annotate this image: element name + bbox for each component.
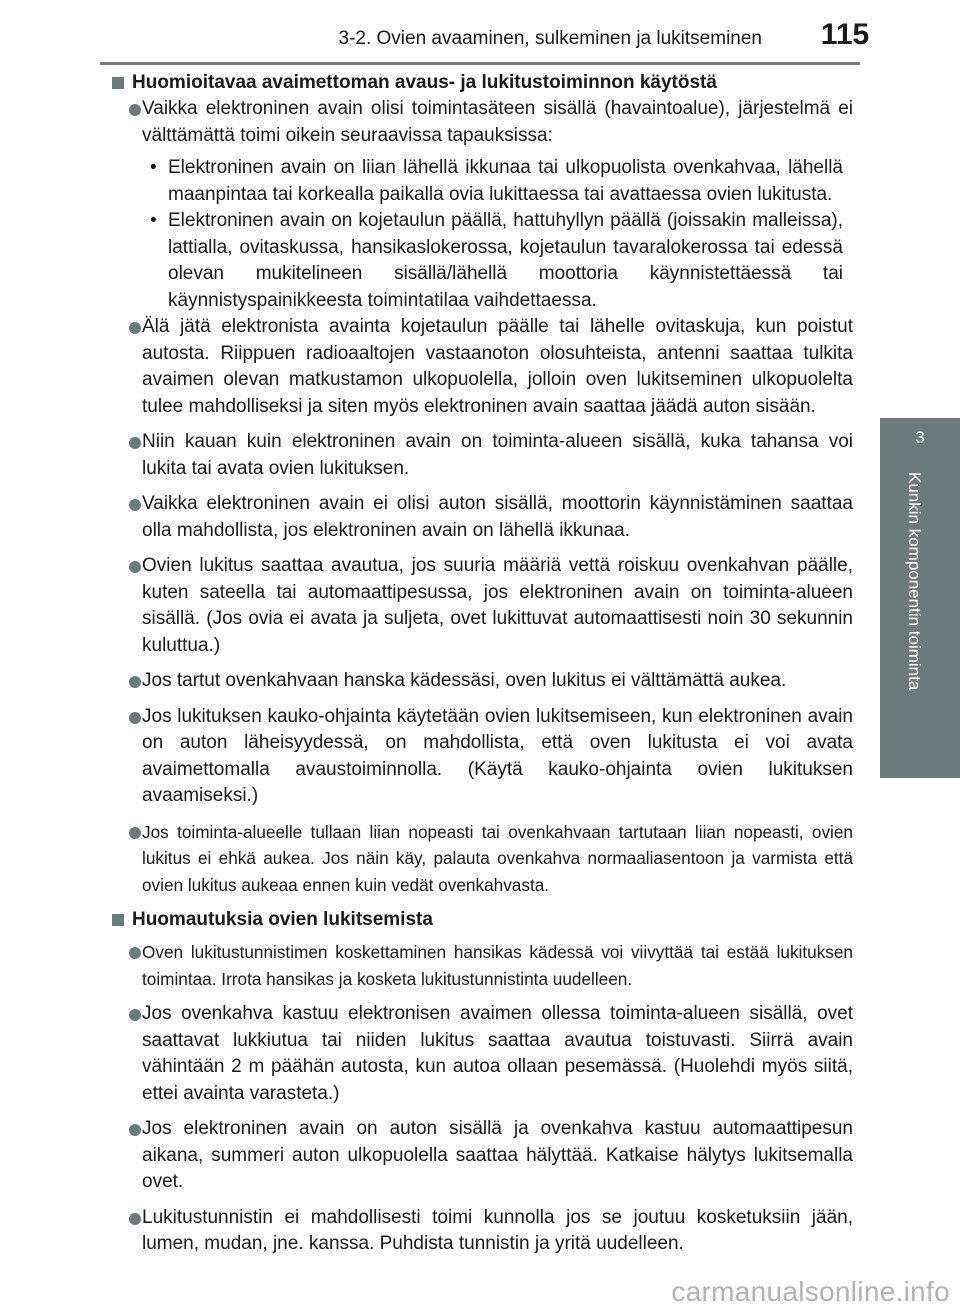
- paragraph-text: Jos lukituksen kauko-ohjainta käytetään ovien lukitsemiseen, kun elektroninen avain on auton läheisyydessä, on mahdollista, että oven lukitusta ei voi avata avaimettomalla avaustoiminnolla. (Käytä kauko-ohjainta ovien lukituksen avaamiseksi.): [142, 705, 853, 806]
- chapter-tab-label: Kunkin komponentin toiminta: [905, 472, 924, 691]
- bullet-mark: •: [150, 210, 157, 231]
- bullet-paragraph: [110, 491, 853, 544]
- paragraph-text: Niin kauan kuin elektroninen avain on toiminta-alueen sisällä, kuka tahansa voi lukita tai avata ovien lukituksen.: [142, 431, 853, 479]
- bullet-paragraph: [110, 553, 853, 659]
- sub-bullet-item: [110, 208, 853, 314]
- circle-bullet-icon: [129, 322, 141, 334]
- circle-bullet-icon: [129, 676, 141, 688]
- bullet-mark: •: [150, 157, 157, 178]
- paragraph-text: Jos toiminta-alueelle tullaan liian nopeasti tai ovenkahvaan tartutaan liian nopeasti, ovien lukitus ei ehkä aukea. Jos näin käy, palauta ovenkahva normaaliasentoon ja varmista että ovien lukitus aukeaa ennen kuin vedät ovenkahvasta.: [142, 821, 853, 895]
- page-number: 115: [820, 18, 870, 51]
- circle-bullet-icon: [129, 1124, 141, 1136]
- paragraph-text: Lukitustunnistin ei mahdollisesti toimi kunnolla jos se joutuu kosketuksiin jään, lumen, mudan, jne. kanssa. Puhdista tunnistin ja yritä uudelleen.: [142, 1206, 853, 1254]
- square-bullet-icon: [112, 77, 124, 89]
- paragraph-text: Älä jätä elektronista avainta kojetaulun päälle tai lähelle ovitaskuja, kun poistut autosta. Riippuen radioaaltojen vastaanoton olosuhteista, antenni saattaa tulkita avaimen olevan matkustamon ulkopuolella, jolloin oven lukitseminen ulkopuolelta tulee mahdolliseksi ja siten myös elektroninen avain saattaa jäädä auton sisään.: [142, 316, 853, 417]
- bullet-paragraph: [110, 819, 853, 899]
- circle-bullet-icon: [129, 561, 141, 573]
- sub-bullet-item: [110, 155, 853, 208]
- chapter-tab-number: 3: [880, 418, 960, 458]
- bullet-paragraph: [110, 704, 853, 810]
- bullet-paragraph: [110, 1116, 853, 1196]
- watermark: carmanualsonline.info: [671, 1276, 950, 1307]
- paragraph-text: Vaikka elektroninen avain olisi toimintasäteen sisällä (havaintoalue), järjestelmä ei välttämättä toimi oikein seuraavissa tapauksissa:: [142, 98, 853, 146]
- bullet-paragraph: [110, 668, 853, 695]
- paragraph-text: Jos elektroninen avain on auton sisällä ja ovenkahva kastuu automaattipesun aikana, summeri auton ulkopuolella saattaa hälyttää. Katkaise hälytys lukitsemalla ovet.: [142, 1118, 853, 1192]
- bullet-paragraph: [110, 314, 853, 420]
- bullet-paragraph: [110, 1001, 853, 1107]
- running-header-title: 3-2. Ovien avaaminen, sulkeminen ja lukitseminen: [338, 28, 762, 49]
- sub-bullet-text: Elektroninen avain on kojetaulun päällä, hattuhyllyn päällä (joissakin malleissa), lattialla, ovitaskussa, hansikaslokerossa, kojetaulun tavaralokerossa tai edessä olevan mukitelineen sisällä/lähellä moottoria käynnistettäessä tai käynnistyspainikkeesta toimintatilaa vaihdettaessa.: [168, 210, 843, 311]
- section-heading: [110, 907, 853, 933]
- bullet-paragraph: [110, 939, 853, 992]
- circle-bullet-icon: [129, 499, 141, 511]
- section-heading-text: Huomautuksia ovien lukitsemista: [132, 909, 433, 930]
- circle-bullet-icon: [129, 1009, 141, 1021]
- bullet-paragraph: [110, 96, 853, 149]
- circle-bullet-icon: [129, 947, 141, 959]
- sub-bullet-text: Elektroninen avain on liian lähellä ikkunaa tai ulkopuolista ovenkahvaa, lähellä maanpintaa tai korkealla paikalla ovia lukittaessa tai avattaessa ovien lukitusta.: [168, 157, 843, 205]
- circle-bullet-icon: [129, 827, 141, 839]
- paragraph-text: Vaikka elektroninen avain ei olisi auton sisällä, moottorin käynnistäminen saattaa olla mahdollista, jos elektroninen avain on lähellä ikkunaa.: [142, 493, 853, 541]
- paragraph-text: Jos tartut ovenkahvaan hanska kädessäsi, oven lukitus ei välttämättä aukea.: [142, 670, 787, 691]
- section-heading: [110, 70, 853, 96]
- circle-bullet-icon: [129, 1213, 141, 1225]
- circle-bullet-icon: [129, 104, 141, 116]
- paragraph-text: Oven lukitustunnistimen koskettaminen hansikas kädessä voi viivyttää tai estää lukituksen toimintaa. Irrota hansikas ja kosketa lukitustunnistinta uudelleen.: [142, 942, 853, 989]
- section-heading-text: Huomioitavaa avaimettoman avaus- ja lukitustoiminnon käytöstä: [132, 72, 717, 93]
- circle-bullet-icon: [129, 437, 141, 449]
- page-content: [110, 70, 853, 1258]
- paragraph-text: Ovien lukitus saattaa avautua, jos suuria määriä vettä roiskuu ovenkahvan päälle, kuten sateella tai automaattipesussa, jos elektroninen avain on toiminta-alueen sisällä. (Jos ovia ei avata ja suljeta, ovet lukittuvat automaattisesti noin 30 sekunnin kuluttua.): [142, 555, 853, 656]
- bullet-paragraph: [110, 429, 853, 482]
- paragraph-text: Jos ovenkahva kastuu elektronisen avaimen ollessa toiminta-alueen sisällä, ovet saattavat lukkiutua tai niiden lukitus saattaa avautua toistuvasti. Siirrä avain vähintään 2 m päähän autosta, kun autoa ollaan pesemässä. (Huolehdi myös siitä, ettei avainta varasteta.): [142, 1003, 853, 1104]
- square-bullet-icon: [112, 914, 124, 926]
- circle-bullet-icon: [129, 712, 141, 724]
- header-rule: [100, 62, 860, 65]
- bullet-paragraph: [110, 1205, 853, 1258]
